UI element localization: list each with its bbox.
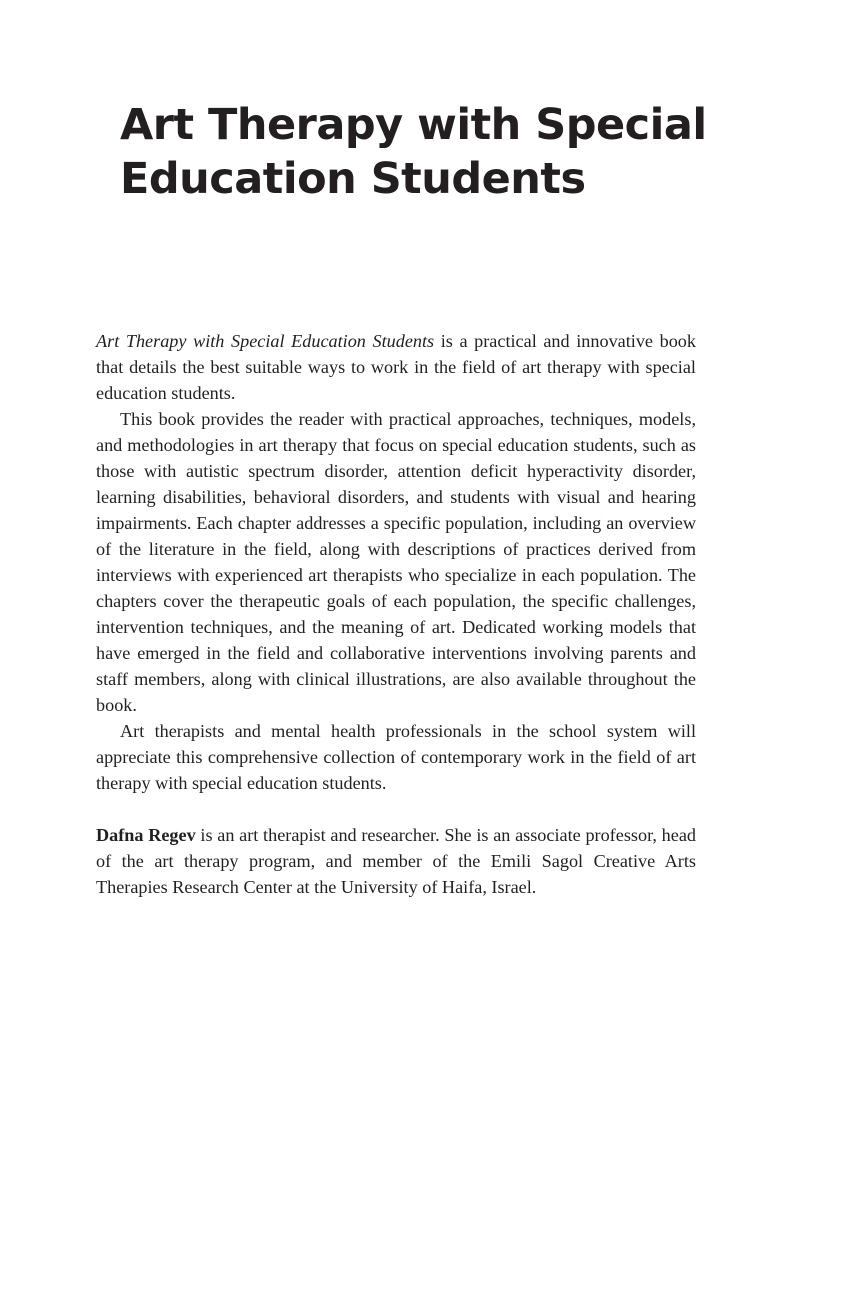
description-paragraph-1: [96, 328, 696, 406]
author-bio: [96, 822, 696, 900]
book-description: [96, 328, 696, 900]
description-paragraph-2: This book provides the reader with practical approaches, techniques, models, and methodologies in art therapy that focus on special education students, such as those with autistic spectrum disorder, attention deficit hyperactivity disorder, learning disabilities, behavioral disorders, and students with visual and hearing impairments. Each chapter addresses a specific population, including an overview of the literature in the field, along with descriptions of practices derived from interviews with experienced art therapists who specialize in each population. The chapters cover the therapeutic goals of each population, the specific challenges, intervention techniques, and the meaning of art. Dedicated working models that have emerged in the field and collaborative interventions involving parents and staff members, along with clinical illustrations, are also available throughout the book.: [96, 409, 696, 715]
book-title-italic: Art Therapy with Special Education Students: [96, 331, 435, 351]
description-paragraph-3: Art therapists and mental health professionals in the school system will appreciate this comprehensive collection of contemporary work in the field of art therapy with special education students.: [96, 721, 696, 793]
description-paragraph-1-text: is a practical and innovative book that details the best suitable ways to work in the field of art therapy with special education students.: [96, 331, 696, 403]
author-bio-text: is an art therapist and researcher. She is an associate professor, head of the art therapy program, and member of the Emili Sagol Creative Arts Therapies Research Center at the University of Haifa, Israel.: [96, 825, 696, 897]
page-title-line-1: Art Therapy with Special: [120, 100, 707, 150]
page-title-line-2: Education Students: [120, 154, 586, 204]
page-title: [120, 98, 760, 206]
author-name: Dafna Regev: [96, 825, 196, 845]
